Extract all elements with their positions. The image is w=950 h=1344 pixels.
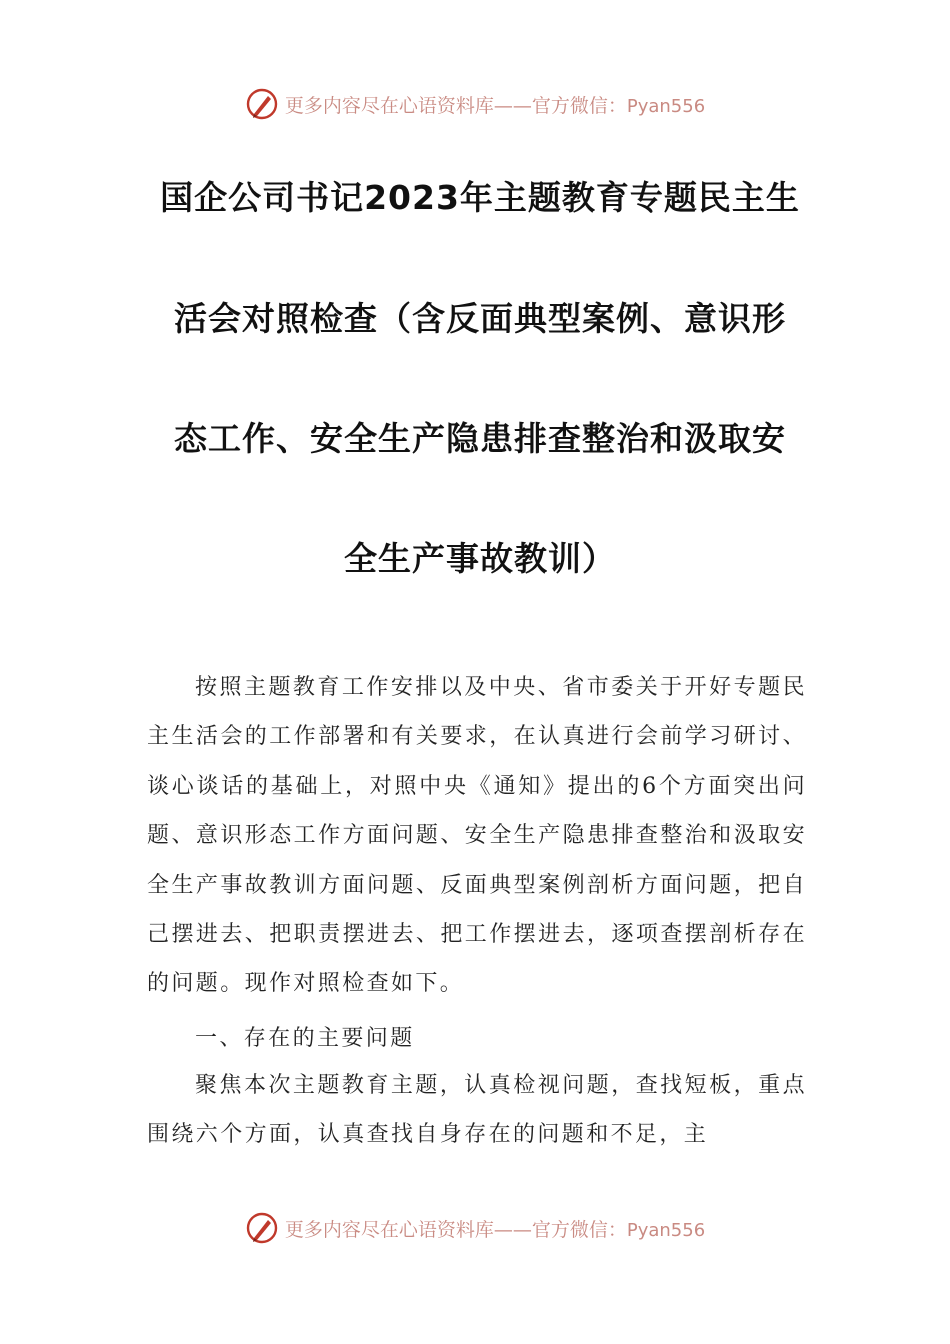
title-line-1: 国企公司书记2023年主题教育专题民主生 bbox=[160, 178, 800, 217]
watermark-text: 更多内容尽在心语资料库——官方微信：Pyan556 bbox=[284, 94, 706, 117]
header-watermark bbox=[0, 84, 950, 124]
footer-watermark bbox=[0, 1208, 950, 1248]
title-line-2: 活会对照检查（含反面典型案例、意识形 bbox=[174, 299, 786, 338]
pen-logo-icon bbox=[245, 1211, 279, 1245]
intro-paragraph: 按照主题教育工作安排以及中央、省市委关于开好专题民主生活会的工作部署和有关要求，在认真进行会前学习研讨、谈心谈话的基础上，对照中央《通知》提出的6个方面突出问题、意识形态工作方面问题、安全生产隐患排查整治和汲取安全生产事故教训方面问题、反面典型案例剖析方面问题，把自己摆进去、把职责摆进去、把工作摆进去，逐项查摆剖析存在的问题。现作对照检查如下。 bbox=[147, 675, 807, 997]
pen-logo-icon bbox=[245, 87, 279, 121]
title-line-3: 态工作、安全生产隐患排查整治和汲取安 bbox=[174, 419, 786, 458]
watermark-wechat-id: Pyan556 bbox=[626, 1219, 706, 1241]
body-paragraph: 聚焦本次主题教育主题，认真检视问题，查找短板，重点围绕六个方面，认真查找自身存在的问题和不足，主 bbox=[147, 1073, 807, 1148]
section-heading: 一、存在的主要问题 bbox=[195, 1026, 415, 1051]
title-line-4: 全生产事故教训） bbox=[344, 539, 616, 578]
watermark-text: 更多内容尽在心语资料库——官方微信：Pyan556 bbox=[284, 1218, 706, 1241]
watermark-wechat-id: Pyan556 bbox=[626, 95, 706, 117]
